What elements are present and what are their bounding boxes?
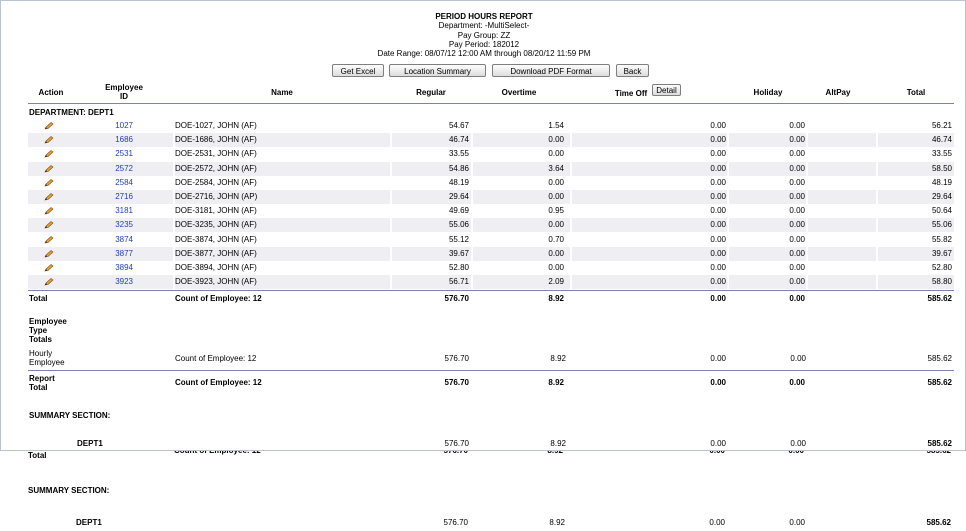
dept-total-holiday: 0.00: [789, 294, 805, 303]
column-separator: [806, 176, 808, 190]
holiday-hours: 0.00: [789, 163, 805, 173]
regular-hours: 49.69: [448, 206, 469, 216]
column-separator: [727, 147, 729, 161]
column-separator: [727, 275, 729, 289]
emp-type-count: Count of Employee: 12: [175, 354, 257, 363]
regular-hours: 54.67: [448, 121, 469, 130]
col-total: Total: [906, 88, 926, 97]
employee-name: DOE-3235, JOHN (AF): [175, 220, 257, 230]
timeoff-hours: 0.00: [710, 234, 726, 244]
column-separator: [471, 119, 473, 133]
table-row: [28, 204, 954, 218]
column-separator: [727, 190, 729, 204]
overtime-hours: 2.09: [548, 277, 564, 287]
employee-name: DOE-1686, JOHN (AF): [175, 135, 257, 145]
regular-hours: 48.19: [448, 177, 469, 187]
col-holiday: Holiday: [753, 88, 783, 97]
holiday-hours: 0.00: [789, 121, 805, 130]
column-separator: [806, 275, 808, 289]
summary-timeoff: 0.00: [710, 439, 726, 448]
column-separator: [390, 261, 392, 275]
column-separator: [570, 176, 572, 190]
department-label: DEPARTMENT: DEPT1: [29, 108, 114, 117]
report-total-label: [29, 374, 55, 392]
employee-id-link[interactable]: 2584: [115, 177, 133, 187]
table-row: [28, 119, 954, 133]
timeoff-hours: 0.00: [710, 277, 726, 287]
employee-id-link[interactable]: 2572: [115, 163, 133, 173]
column-separator: [390, 247, 392, 261]
regular-hours: 54.86: [448, 163, 469, 173]
emp-type-label-1: Employee: [29, 317, 67, 326]
bg-summary-dept: DEPT1: [76, 518, 102, 527]
report-total-count: Count of Employee: 12: [175, 378, 262, 387]
emp-type-regular: 576.70: [444, 354, 469, 363]
report-department: Department: -MultiSelect-: [438, 21, 530, 31]
timeoff-hours: 0.00: [710, 263, 726, 272]
column-separator: [570, 190, 572, 204]
column-separator: [876, 119, 878, 133]
employee-id-link[interactable]: 1027: [115, 121, 133, 130]
summary-total: 585.62: [927, 439, 952, 448]
column-separator: [727, 176, 729, 190]
total-hours: 58.50: [931, 163, 952, 173]
emp-type-timeoff: 0.00: [710, 354, 726, 363]
overtime-hours: 0.00: [548, 263, 564, 272]
table-row: [28, 147, 954, 161]
overtime-hours: 0.00: [548, 135, 564, 145]
column-separator: [390, 204, 392, 218]
column-separator: [570, 119, 572, 133]
table-row: [28, 162, 954, 176]
employee-name: DOE-3874, JOHN (AF): [175, 234, 257, 244]
regular-hours: 33.55: [448, 149, 469, 159]
report-total-rule: [28, 370, 954, 371]
column-separator: [390, 233, 392, 247]
overtime-hours: 3.64: [548, 163, 564, 173]
detail-button[interactable]: Detail: [652, 84, 681, 96]
holiday-hours: 0.00: [789, 135, 805, 145]
timeoff-hours: 0.00: [710, 192, 726, 201]
col-overtime: Overtime: [501, 88, 537, 97]
column-separator: [390, 218, 392, 232]
bg-summary-overtime: 8.92: [549, 518, 565, 527]
timeoff-hours: 0.00: [710, 149, 726, 159]
col-employee-id-line2: ID: [120, 92, 128, 101]
employee-id-link[interactable]: 2716: [115, 192, 133, 201]
column-separator: [727, 204, 729, 218]
edit-pencil-icon[interactable]: [44, 165, 54, 173]
report-pay-group: Pay Group: ZZ: [457, 30, 511, 40]
column-separator: [471, 133, 473, 147]
employee-id-link[interactable]: 3894: [115, 263, 133, 272]
summary-regular: 576.70: [444, 439, 469, 448]
table-row: [28, 233, 954, 247]
employee-id-link[interactable]: 3874: [115, 234, 133, 244]
column-separator: [471, 176, 473, 190]
col-employee-id-line1: Employee: [105, 83, 143, 92]
column-separator: [471, 275, 473, 289]
column-separator: [806, 204, 808, 218]
column-separator: [876, 176, 878, 190]
column-separator: [390, 190, 392, 204]
employee-id-link[interactable]: 3923: [115, 277, 133, 287]
col-time-off: Time Off: [614, 89, 648, 98]
employee-id-link[interactable]: 3235: [115, 220, 133, 230]
column-separator: [390, 162, 392, 176]
dept-total-timeoff: 0.00: [710, 294, 726, 303]
regular-hours: 29.64: [448, 192, 469, 201]
holiday-hours: 0.00: [789, 277, 805, 287]
holiday-hours: 0.00: [789, 177, 805, 187]
regular-hours: 55.06: [448, 220, 469, 230]
column-separator: [806, 247, 808, 261]
column-separator: [727, 162, 729, 176]
employee-name: DOE-2531, JOHN (AF): [175, 149, 257, 159]
emp-type-name-2: Employee: [29, 358, 65, 367]
overtime-hours: 0.00: [548, 220, 564, 230]
report-total-overtime: 8.92: [548, 378, 564, 387]
bg-summary-holiday: 0.00: [789, 518, 805, 527]
employee-name: DOE-3894, JOHN (AF): [175, 263, 257, 272]
column-separator: [727, 247, 729, 261]
emp-type-name-1: Hourly: [29, 349, 53, 358]
back-button[interactable]: Back: [616, 64, 649, 77]
column-separator: [471, 190, 473, 204]
emp-type-total: 585.62: [927, 354, 952, 363]
dept-total-count: Count of Employee: 12: [175, 294, 262, 303]
total-hours: 55.82: [931, 234, 952, 244]
holiday-hours: 0.00: [789, 206, 805, 216]
column-separator: [876, 147, 878, 161]
column-separator: [876, 247, 878, 261]
regular-hours: 52.80: [448, 263, 469, 272]
holiday-hours: 0.00: [789, 192, 805, 201]
column-separator: [471, 233, 473, 247]
emp-type-holiday: 0.00: [790, 354, 806, 363]
table-row: [28, 176, 954, 190]
summary-label: SUMMARY SECTION:: [29, 411, 111, 420]
overtime-hours: 0.95: [548, 206, 564, 216]
column-separator: [806, 218, 808, 232]
overtime-hours: 1.54: [548, 121, 564, 130]
edit-pencil-icon[interactable]: [44, 150, 54, 158]
employee-name: DOE-3181, JOHN (AF): [175, 206, 257, 216]
column-separator: [876, 218, 878, 232]
column-separator: [570, 162, 572, 176]
employee-name: DOE-3923, JOHN (AF): [175, 277, 257, 287]
dept-total-total: 585.62: [927, 294, 952, 303]
dept-total-label: Total: [29, 294, 48, 303]
holiday-hours: 0.00: [789, 149, 805, 159]
total-hours: 29.64: [931, 192, 952, 201]
overtime-hours: 0.00: [548, 192, 564, 201]
column-separator: [570, 147, 572, 161]
report-total-regular: 576.70: [444, 378, 469, 387]
column-separator: [806, 133, 808, 147]
column-separator: [471, 261, 473, 275]
column-separator: [390, 275, 392, 289]
column-separator: [727, 261, 729, 275]
report-date-range: Date Range: 08/07/12 12:00 AM through 08/20/12 11:59 PM: [377, 49, 591, 59]
bg-summary-regular: 576.70: [443, 518, 468, 527]
total-hours: 58.80: [931, 277, 952, 287]
employee-name: DOE-2716, JOHN (AP): [175, 192, 258, 201]
column-separator: [876, 275, 878, 289]
summary-overtime: 8.92: [550, 439, 566, 448]
column-separator: [876, 133, 878, 147]
column-separator: [471, 204, 473, 218]
employee-id-link[interactable]: 2531: [115, 149, 133, 159]
total-hours: 56.21: [931, 121, 952, 130]
edit-pencil-icon[interactable]: [44, 236, 54, 244]
total-hours: 46.74: [931, 135, 952, 145]
holiday-hours: 0.00: [789, 263, 805, 272]
regular-hours: 39.67: [448, 248, 469, 258]
col-altpay: AltPay: [825, 88, 851, 97]
col-regular: Regular: [416, 88, 446, 97]
column-separator: [570, 204, 572, 218]
timeoff-hours: 0.00: [710, 121, 726, 130]
total-hours: 50.64: [931, 206, 952, 216]
col-action: Action: [38, 88, 64, 97]
employee-id-link[interactable]: 1686: [115, 135, 133, 145]
employee-id-link[interactable]: 3181: [115, 206, 133, 216]
dept-total-regular: 576.70: [444, 294, 469, 303]
column-separator: [471, 147, 473, 161]
column-separator: [876, 233, 878, 247]
get-excel-button[interactable]: Get Excel: [332, 64, 384, 77]
report-title: PERIOD HOURS REPORT: [435, 12, 533, 21]
column-separator: [727, 133, 729, 147]
table-row: [28, 275, 954, 289]
edit-pencil-icon[interactable]: [44, 250, 54, 258]
regular-hours: 55.12: [448, 234, 469, 244]
emp-type-label-3: Totals: [29, 335, 52, 344]
report-pay-period: Pay Period: 182012: [448, 39, 520, 49]
emp-type-name: [29, 349, 65, 367]
column-separator: [806, 190, 808, 204]
holiday-hours: 0.00: [789, 220, 805, 230]
employee-id-link[interactable]: 3877: [115, 248, 133, 258]
table-row: [28, 133, 954, 147]
table-row: [28, 247, 954, 261]
column-separator: [390, 133, 392, 147]
overtime-hours: 0.00: [548, 149, 564, 159]
bg-summary-label: SUMMARY SECTION:: [28, 486, 110, 495]
location-summary-button[interactable]: Location Summary: [389, 64, 486, 77]
column-separator: [806, 162, 808, 176]
edit-pencil-icon[interactable]: [44, 264, 54, 272]
regular-hours: 46.74: [448, 135, 469, 145]
timeoff-hours: 0.00: [710, 220, 726, 230]
report-total-label-2: Total: [29, 383, 48, 392]
column-separator: [390, 147, 392, 161]
summary-holiday: 0.00: [790, 439, 806, 448]
edit-pencil-icon[interactable]: [44, 278, 54, 286]
employee-name: DOE-1027, JOHN (AF): [175, 121, 257, 130]
column-separator: [570, 233, 572, 247]
bg-total-label: Total: [28, 451, 47, 460]
report-total-label-1: Report: [29, 374, 55, 383]
edit-pencil-icon[interactable]: [44, 221, 54, 229]
total-hours: 52.80: [931, 263, 952, 272]
edit-pencil-icon[interactable]: [44, 207, 54, 215]
column-separator: [570, 218, 572, 232]
download-pdf-button[interactable]: Download PDF Format: [492, 64, 610, 77]
column-separator: [471, 218, 473, 232]
column-separator: [806, 147, 808, 161]
column-separator: [471, 162, 473, 176]
overtime-hours: 0.70: [548, 234, 564, 244]
edit-pencil-icon[interactable]: [44, 122, 54, 130]
column-separator: [727, 119, 729, 133]
edit-pencil-icon[interactable]: [44, 136, 54, 144]
col-employee-id: [96, 83, 152, 101]
bg-summary-total: 585.62: [926, 518, 951, 527]
report-total-holiday: 0.00: [789, 378, 805, 387]
emp-type-label-2: Type: [29, 326, 48, 335]
total-hours: 33.55: [931, 149, 952, 159]
column-separator: [390, 176, 392, 190]
column-separator: [570, 261, 572, 275]
column-separator: [471, 247, 473, 261]
column-separator: [876, 261, 878, 275]
total-hours: 48.19: [931, 177, 952, 187]
column-separator: [727, 233, 729, 247]
timeoff-hours: 0.00: [710, 177, 726, 187]
timeoff-hours: 0.00: [710, 163, 726, 173]
employee-name: DOE-2572, JOHN (AF): [175, 163, 257, 173]
holiday-hours: 0.00: [789, 248, 805, 258]
table-row: [28, 218, 954, 232]
column-separator: [570, 275, 572, 289]
column-separator: [806, 119, 808, 133]
table-row: [28, 261, 954, 275]
column-separator: [806, 261, 808, 275]
column-separator: [876, 190, 878, 204]
col-name: Name: [271, 88, 293, 97]
employee-name: DOE-3877, JOHN (AF): [175, 248, 257, 258]
column-separator: [727, 218, 729, 232]
holiday-hours: 0.00: [789, 234, 805, 244]
dept-total-overtime: 8.92: [548, 294, 564, 303]
total-rule: [28, 290, 954, 291]
summary-dept: DEPT1: [77, 439, 103, 448]
column-separator: [390, 119, 392, 133]
table-row: [28, 190, 954, 204]
column-separator: [570, 247, 572, 261]
edit-pencil-icon[interactable]: [44, 179, 54, 187]
timeoff-hours: 0.00: [710, 206, 726, 216]
report-total-timeoff: 0.00: [710, 378, 726, 387]
timeoff-hours: 0.00: [710, 135, 726, 145]
column-separator: [876, 204, 878, 218]
column-separator: [806, 233, 808, 247]
edit-pencil-icon[interactable]: [44, 193, 54, 201]
bg-summary-timeoff: 0.00: [709, 518, 725, 527]
timeoff-hours: 0.00: [710, 248, 726, 258]
report-total-total: 585.62: [927, 378, 952, 387]
column-separator: [570, 133, 572, 147]
overtime-hours: 0.00: [548, 177, 564, 187]
employee-name: DOE-2584, JOHN (AF): [175, 177, 257, 187]
emp-type-label: [29, 317, 67, 344]
emp-type-overtime: 8.92: [550, 354, 566, 363]
total-hours: 39.67: [931, 248, 952, 258]
header-rule: [28, 103, 954, 104]
column-separator: [876, 162, 878, 176]
overtime-hours: 0.00: [548, 248, 564, 258]
total-hours: 55.06: [931, 220, 952, 230]
report-header: [1, 12, 966, 58]
regular-hours: 56.71: [448, 277, 469, 287]
